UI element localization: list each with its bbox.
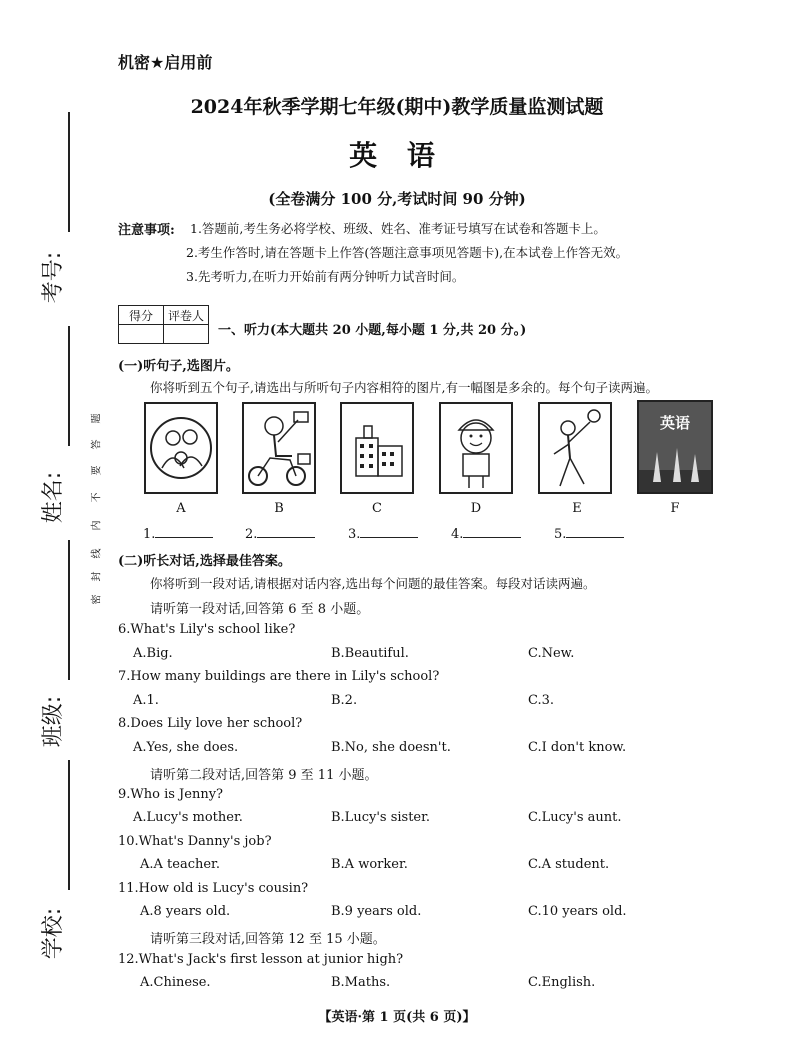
blank-number: 4.: [451, 527, 464, 542]
section-title: 一、听力(本大题共 20 小题,每小题 1 分,共 20 分。): [218, 323, 527, 338]
grader-cell[interactable]: [164, 325, 209, 344]
blank-number: 3.: [348, 527, 361, 542]
answer-blank[interactable]: [348, 526, 418, 542]
grader-header: 评卷人: [164, 306, 209, 325]
option-a[interactable]: A.1.: [133, 693, 159, 708]
side-line: [68, 326, 70, 446]
answer-blank[interactable]: [143, 526, 213, 542]
subject-title: 英 语: [349, 139, 445, 172]
answer-blank[interactable]: [245, 526, 315, 542]
seal-char: 封: [91, 571, 103, 582]
seal-char: 密: [91, 594, 103, 605]
option-b[interactable]: B.2.: [331, 693, 358, 708]
picture-c-building-icon: [340, 402, 414, 494]
side-line: [68, 760, 70, 890]
seal-char: 题: [91, 413, 103, 424]
option-a[interactable]: A.Yes, she does.: [133, 740, 239, 755]
score-header: 得分: [119, 306, 164, 325]
option-c[interactable]: C.3.: [528, 693, 555, 708]
class-label: 班级:: [41, 695, 67, 748]
school-label: 学校:: [41, 907, 67, 960]
picture-label: F: [670, 501, 680, 516]
question: 8.Does Lily love her school?: [118, 716, 303, 731]
score-table: [118, 305, 209, 344]
question: 11.How old is Lucy's cousin?: [118, 881, 309, 896]
option-a[interactable]: A.A teacher.: [140, 857, 220, 872]
note-item: 1.答题前,考生务必将学校、班级、姓名、准考证号填写在试卷和答题卡上。: [190, 221, 606, 236]
blank-number: 2.: [245, 527, 258, 542]
option-a[interactable]: A.Big.: [133, 646, 173, 661]
part-title: (一)听句子,选图片。: [118, 359, 239, 374]
question: 12.What's Jack's first lesson at junior high?: [118, 952, 404, 967]
question: 9.Who is Jenny?: [118, 787, 224, 802]
option-b[interactable]: B.Lucy's sister.: [331, 810, 431, 825]
dialog-instruction: 请听第三段对话,回答第 12 至 15 小题。: [150, 932, 386, 947]
option-b[interactable]: B.No, she doesn't.: [331, 740, 451, 755]
dialog-instruction: 请听第一段对话,回答第 6 至 8 小题。: [150, 602, 370, 617]
page-footer: 【英语·第 1 页(共 6 页)】: [318, 1010, 476, 1025]
part-instructions: 你将听到五个句子,请选出与所听句子内容相符的图片,有一幅图是多余的。每个句子读两遍。: [150, 380, 658, 395]
score-cell[interactable]: [119, 325, 164, 344]
seal-char: 要: [91, 465, 103, 476]
confidential-mark: 机密★启用前: [118, 53, 213, 72]
part-title: (二)听长对话,选择最佳答案。: [118, 554, 291, 569]
seal-char: 答: [91, 439, 103, 450]
option-c[interactable]: C.A student.: [528, 857, 610, 872]
seal-char: 不: [91, 492, 103, 503]
exam-number-label: 考号:: [41, 251, 67, 304]
option-c[interactable]: C.English.: [528, 975, 596, 990]
note-item: 3.先考听力,在听力开始前有两分钟听力试音时间。: [186, 269, 465, 284]
blank-number: 5.: [554, 527, 567, 542]
picture-label: D: [470, 501, 482, 516]
picture-a-family-portrait-icon: [144, 402, 218, 494]
score-time-info: (全卷满分 100 分,考试时间 90 分钟): [268, 190, 526, 208]
option-c[interactable]: C.I don't know.: [528, 740, 627, 755]
picture-d-student-boy-icon: [439, 402, 513, 494]
option-b[interactable]: B.Beautiful.: [331, 646, 409, 661]
option-b[interactable]: B.Maths.: [331, 975, 391, 990]
picture-f-english-textbook-icon: [637, 400, 713, 494]
option-c[interactable]: C.New.: [528, 646, 575, 661]
book-cover-text: 英语: [659, 414, 690, 432]
option-a[interactable]: A.Lucy's mother.: [133, 810, 243, 825]
option-b[interactable]: B.9 years old.: [331, 904, 422, 919]
seal-char: 线: [91, 548, 103, 559]
question: 10.What's Danny's job?: [118, 834, 272, 849]
option-a[interactable]: A.Chinese.: [140, 975, 211, 990]
seal-char: 内: [91, 520, 103, 531]
picture-label: C: [372, 501, 382, 516]
picture-e-volleyball-player-icon: [538, 402, 612, 494]
answer-blank[interactable]: [451, 526, 521, 542]
option-c[interactable]: C.Lucy's aunt.: [528, 810, 622, 825]
question: 7.How many buildings are there in Lily's school?: [118, 669, 440, 684]
answer-blank[interactable]: [554, 526, 624, 542]
part-instructions: 你将听到一段对话,请根据对话内容,选出每个问题的最佳答案。每段对话读两遍。: [150, 576, 596, 591]
picture-label: A: [176, 501, 186, 516]
dialog-instruction: 请听第二段对话,回答第 9 至 11 小题。: [150, 768, 378, 783]
blank-number: 1.: [143, 527, 156, 542]
option-a[interactable]: A.8 years old.: [140, 904, 231, 919]
notes-label: 注意事项:: [118, 223, 175, 238]
option-b[interactable]: B.A worker.: [331, 857, 408, 872]
note-item: 2.考生作答时,请在答题卡上作答(答题注意事项见答题卡),在本试卷上作答无效。: [186, 245, 629, 260]
exam-title: 2024年秋季学期七年级(期中)教学质量监测试题: [190, 96, 604, 118]
side-line: [68, 540, 70, 680]
picture-b-delivery-scooter-icon: [242, 402, 316, 494]
option-c[interactable]: C.10 years old.: [528, 904, 627, 919]
question: 6.What's Lily's school like?: [118, 622, 296, 637]
picture-label: B: [274, 501, 284, 516]
name-label: 姓名:: [41, 471, 67, 524]
picture-label: E: [572, 501, 582, 516]
